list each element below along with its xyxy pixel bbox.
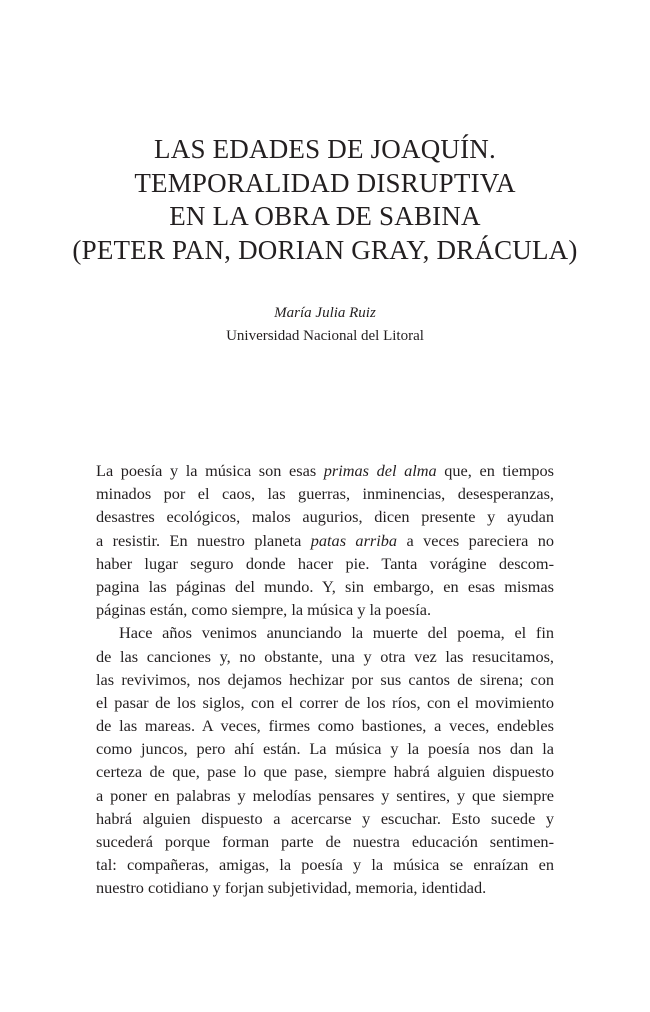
text-line: de las mareas. A veces, firmes como bastiones, a veces, endebles xyxy=(96,716,554,736)
text-line: de las canciones y, no obstante, una y otra vez las resucitamos, xyxy=(96,646,554,666)
body-paragraph xyxy=(96,459,554,621)
chapter-title-line: (PETER PAN, DORIAN GRAY, DRÁCULA) xyxy=(72,234,578,265)
text-line: desastres ecológicos, malos augurios, dicen presente y ayudan xyxy=(96,507,554,527)
chapter-title-line: LAS EDADES DE JOAQUÍN. xyxy=(154,134,496,164)
text-line: haber lugar seguro donde hacer pie. Tanta vorágine descom- xyxy=(96,553,554,573)
text-line: pagina las páginas del mundo. Y, sin embargo, en esas mismas xyxy=(96,576,554,596)
text-line: páginas están, como siempre, la música y la poesía. xyxy=(96,600,432,620)
chapter-title-line: EN LA OBRA DE SABINA xyxy=(169,201,481,231)
text-line: las revivimos, nos dejamos hechizar por sus cantos de sirena; con xyxy=(96,669,554,689)
text-line: La poesía y la música son esas primas del alma que, en tiempos xyxy=(96,461,554,480)
author-affiliation: Universidad Nacional del Litoral xyxy=(226,328,424,344)
text-line: nuestro cotidiano y forjan subjetividad, memoria, identidad. xyxy=(96,878,487,898)
chapter-title-line: TEMPORALIDAD DISRUPTIVA xyxy=(134,167,516,198)
text-line: minados por el caos, las guerras, inminencias, desesperanzas, xyxy=(96,484,554,504)
text-line: sucederá porque forman parte de nuestra educación sentimen- xyxy=(96,832,554,851)
emphasis: primas del alma xyxy=(323,461,437,480)
text-line: a resistir. En nuestro planeta patas arriba a veces pareciera no xyxy=(96,530,554,550)
text-line: tal: compañeras, amigas, la poesía y la música se enraízan en xyxy=(96,855,554,875)
text-line: habrá alguien dispuesto a acercarse y escuchar. Esto sucede y xyxy=(96,808,554,828)
text-line: el pasar de los siglos, con el correr de los ríos, con el movimiento xyxy=(96,692,554,712)
text-line: a poner en palabras y melodías pensares y sentires, y que siempre xyxy=(96,785,554,805)
body-text xyxy=(96,459,554,900)
author-name: María Julia Ruiz xyxy=(274,305,376,321)
emphasis: patas arriba xyxy=(310,530,398,550)
chapter-title xyxy=(60,133,590,267)
text-line: certeza de que, pase lo que pase, siempre habrá alguien dispuesto xyxy=(96,762,554,782)
body-paragraph xyxy=(96,621,554,899)
text-line: Hace años venimos anunciando la muerte del poema, el fin xyxy=(119,623,554,643)
text-line: como juncos, pero ahí están. La música y la poesía nos dan la xyxy=(96,739,554,759)
